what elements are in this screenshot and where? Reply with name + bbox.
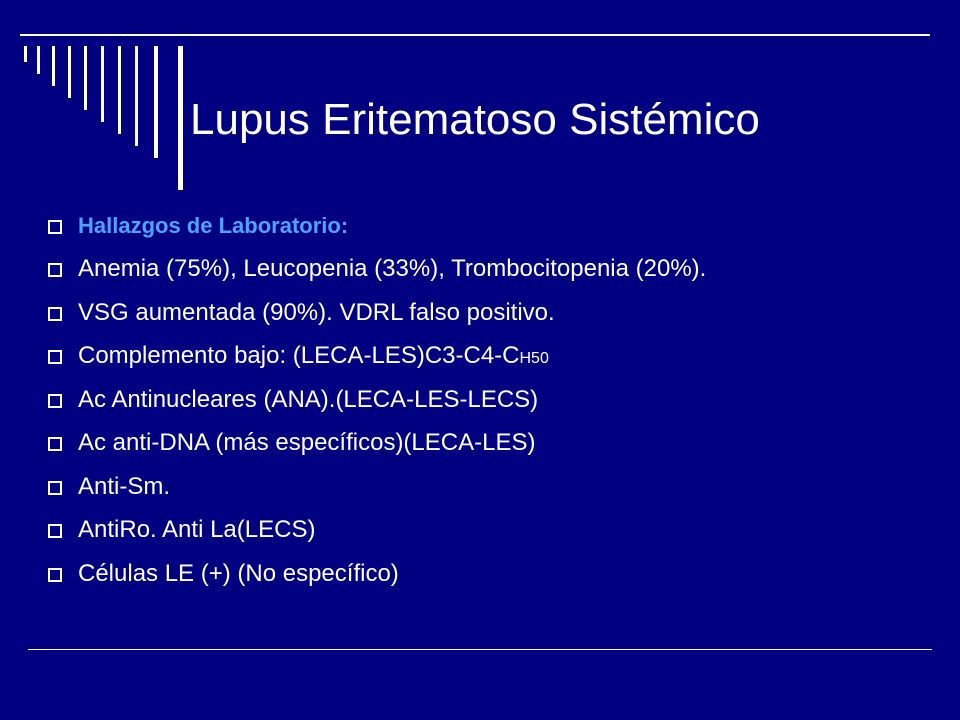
square-bullet-icon (48, 524, 62, 538)
decorative-bar (37, 46, 40, 74)
bullet-item (48, 248, 706, 292)
decorative-bar (68, 46, 71, 98)
bullet-item (48, 552, 706, 596)
square-bullet-icon (48, 481, 62, 495)
bullet-text: VSG aumentada (90%). VDRL falso positivo. (78, 298, 555, 326)
bullet-item (48, 509, 706, 553)
decorative-bar (52, 46, 55, 86)
bullet-text: Células LE (+) (No específico) (78, 559, 399, 587)
square-bullet-icon (48, 350, 62, 364)
bullet-list (48, 204, 706, 596)
bullet-item (48, 204, 706, 248)
decorative-vertical-bars (0, 0, 200, 200)
bullet-item (48, 378, 706, 422)
decorative-bar (135, 46, 138, 146)
decorative-bar (178, 46, 183, 190)
square-bullet-icon (48, 437, 62, 451)
bullet-item (48, 335, 706, 379)
decorative-bar (84, 46, 87, 110)
bullet-text: Anemia (75%), Leucopenia (33%), Trombocitopenia (20%). (78, 255, 707, 283)
bullet-text: Ac anti-DNA (más específicos)(LECA-LES) (78, 429, 536, 457)
square-bullet-icon (48, 263, 62, 277)
square-bullet-icon (48, 307, 62, 321)
square-bullet-icon (48, 394, 62, 408)
bottom-divider-line (28, 649, 932, 650)
bullet-item (48, 422, 706, 466)
square-bullet-icon (48, 568, 62, 582)
bullet-text: AntiRo. Anti La(LECS) (78, 516, 316, 544)
square-bullet-icon (48, 220, 62, 234)
decorative-bar (101, 46, 104, 122)
bullet-text: Ac Antinucleares (ANA).(LECA-LES-LECS) (78, 385, 539, 413)
bullet-item (48, 291, 706, 335)
bullet-text (78, 342, 549, 370)
decorative-bar (24, 46, 27, 62)
decorative-bar (118, 46, 121, 134)
bullet-subscript-text: H50 (519, 350, 549, 368)
decorative-bar (154, 46, 158, 158)
slide-title: Lupus Eritematoso Sistémico (190, 95, 760, 144)
bullet-text: Hallazgos de Laboratorio: (78, 212, 349, 238)
bullet-main-text: Complemento bajo: (LECA-LES)C3-C4-C (78, 342, 520, 370)
bullet-item (48, 465, 706, 509)
bullet-text: Anti-Sm. (78, 472, 171, 500)
